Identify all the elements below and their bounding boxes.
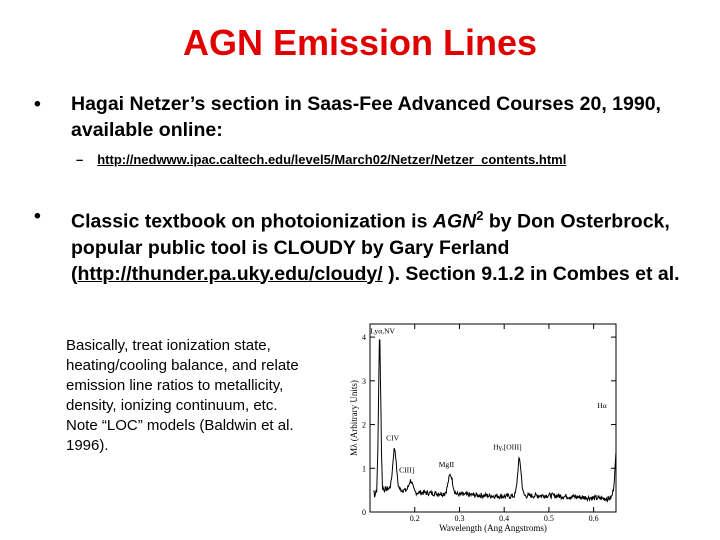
book-title: AGN (432, 210, 477, 233)
x-tick-label: 0.5 (543, 514, 554, 523)
emission-line-label: Hα (597, 401, 607, 410)
y-tick-label: 4 (362, 333, 366, 343)
bullet2-mid: by Don Osterbrock, popular public tool is CLOUDY by Gary Ferland ( (71, 210, 670, 285)
side-note: Basically, treat ionization state, heating/cooling balance, and relate emission line ratios to metallicity, density, ionizing continuum, etc. Note “LOC” models (Baldwin et al. 1996). (66, 337, 299, 454)
x-tick-label: 0.2 (409, 514, 420, 523)
cloudy-link[interactable]: http://thunder.pa.uky.edu/cloudy/ (77, 262, 383, 285)
emission-line-label: CIII] (399, 465, 415, 475)
plot-frame (370, 324, 616, 512)
chart-ticks (362, 324, 616, 523)
bullet-dot: • (34, 205, 41, 227)
book-edition: 2 (476, 208, 484, 223)
y-tick-label: 2 (362, 420, 366, 430)
emission-line-label: MgII (438, 459, 455, 469)
x-tick-label: 0.3 (454, 514, 465, 523)
x-axis-label: Wavelength (Ang Angstroms) (439, 523, 547, 533)
spectrum-line (374, 340, 616, 501)
sub-bullet-dash: – (76, 152, 84, 167)
sub-bullet-netzer-link (76, 152, 566, 167)
bullet-netzer (34, 91, 694, 143)
x-tick-label: 0.4 (499, 514, 510, 523)
bullet2-post: ). Section 9.1.2 in Combes et al. (382, 262, 680, 285)
bullet-dot: • (34, 93, 41, 115)
emission-line-label: CIV (386, 433, 400, 443)
y-tick-label: 0 (362, 508, 366, 517)
y-tick-label: 3 (362, 376, 366, 386)
slide-title: AGN Emission Lines (182, 22, 538, 63)
chart-axes (370, 324, 616, 512)
netzer-link[interactable]: http://nedwww.ipac.caltech.edu/level5/March02/Netzer/Netzer_contents.html (97, 152, 567, 167)
y-axis-label: Mλ (Arbitrary Units) (349, 380, 359, 456)
line-labels (370, 326, 606, 474)
bullet-netzer-text: Hagai Netzer’s section in Saas-Fee Advanced Courses 20, 1990, available online: (71, 93, 661, 141)
bullet-osterbrock-text (71, 203, 694, 287)
emission-line-label: Lyα,NV (370, 326, 395, 336)
bullet2-pre: Classic textbook on photoionization is (71, 210, 433, 233)
agn-spectrum-chart (348, 316, 626, 534)
x-tick-label: 0.6 (588, 514, 599, 523)
bullet-osterbrock (34, 203, 694, 287)
y-tick-label: 1 (362, 464, 366, 474)
emission-line-label: Hγ,[OIII] (493, 442, 522, 452)
